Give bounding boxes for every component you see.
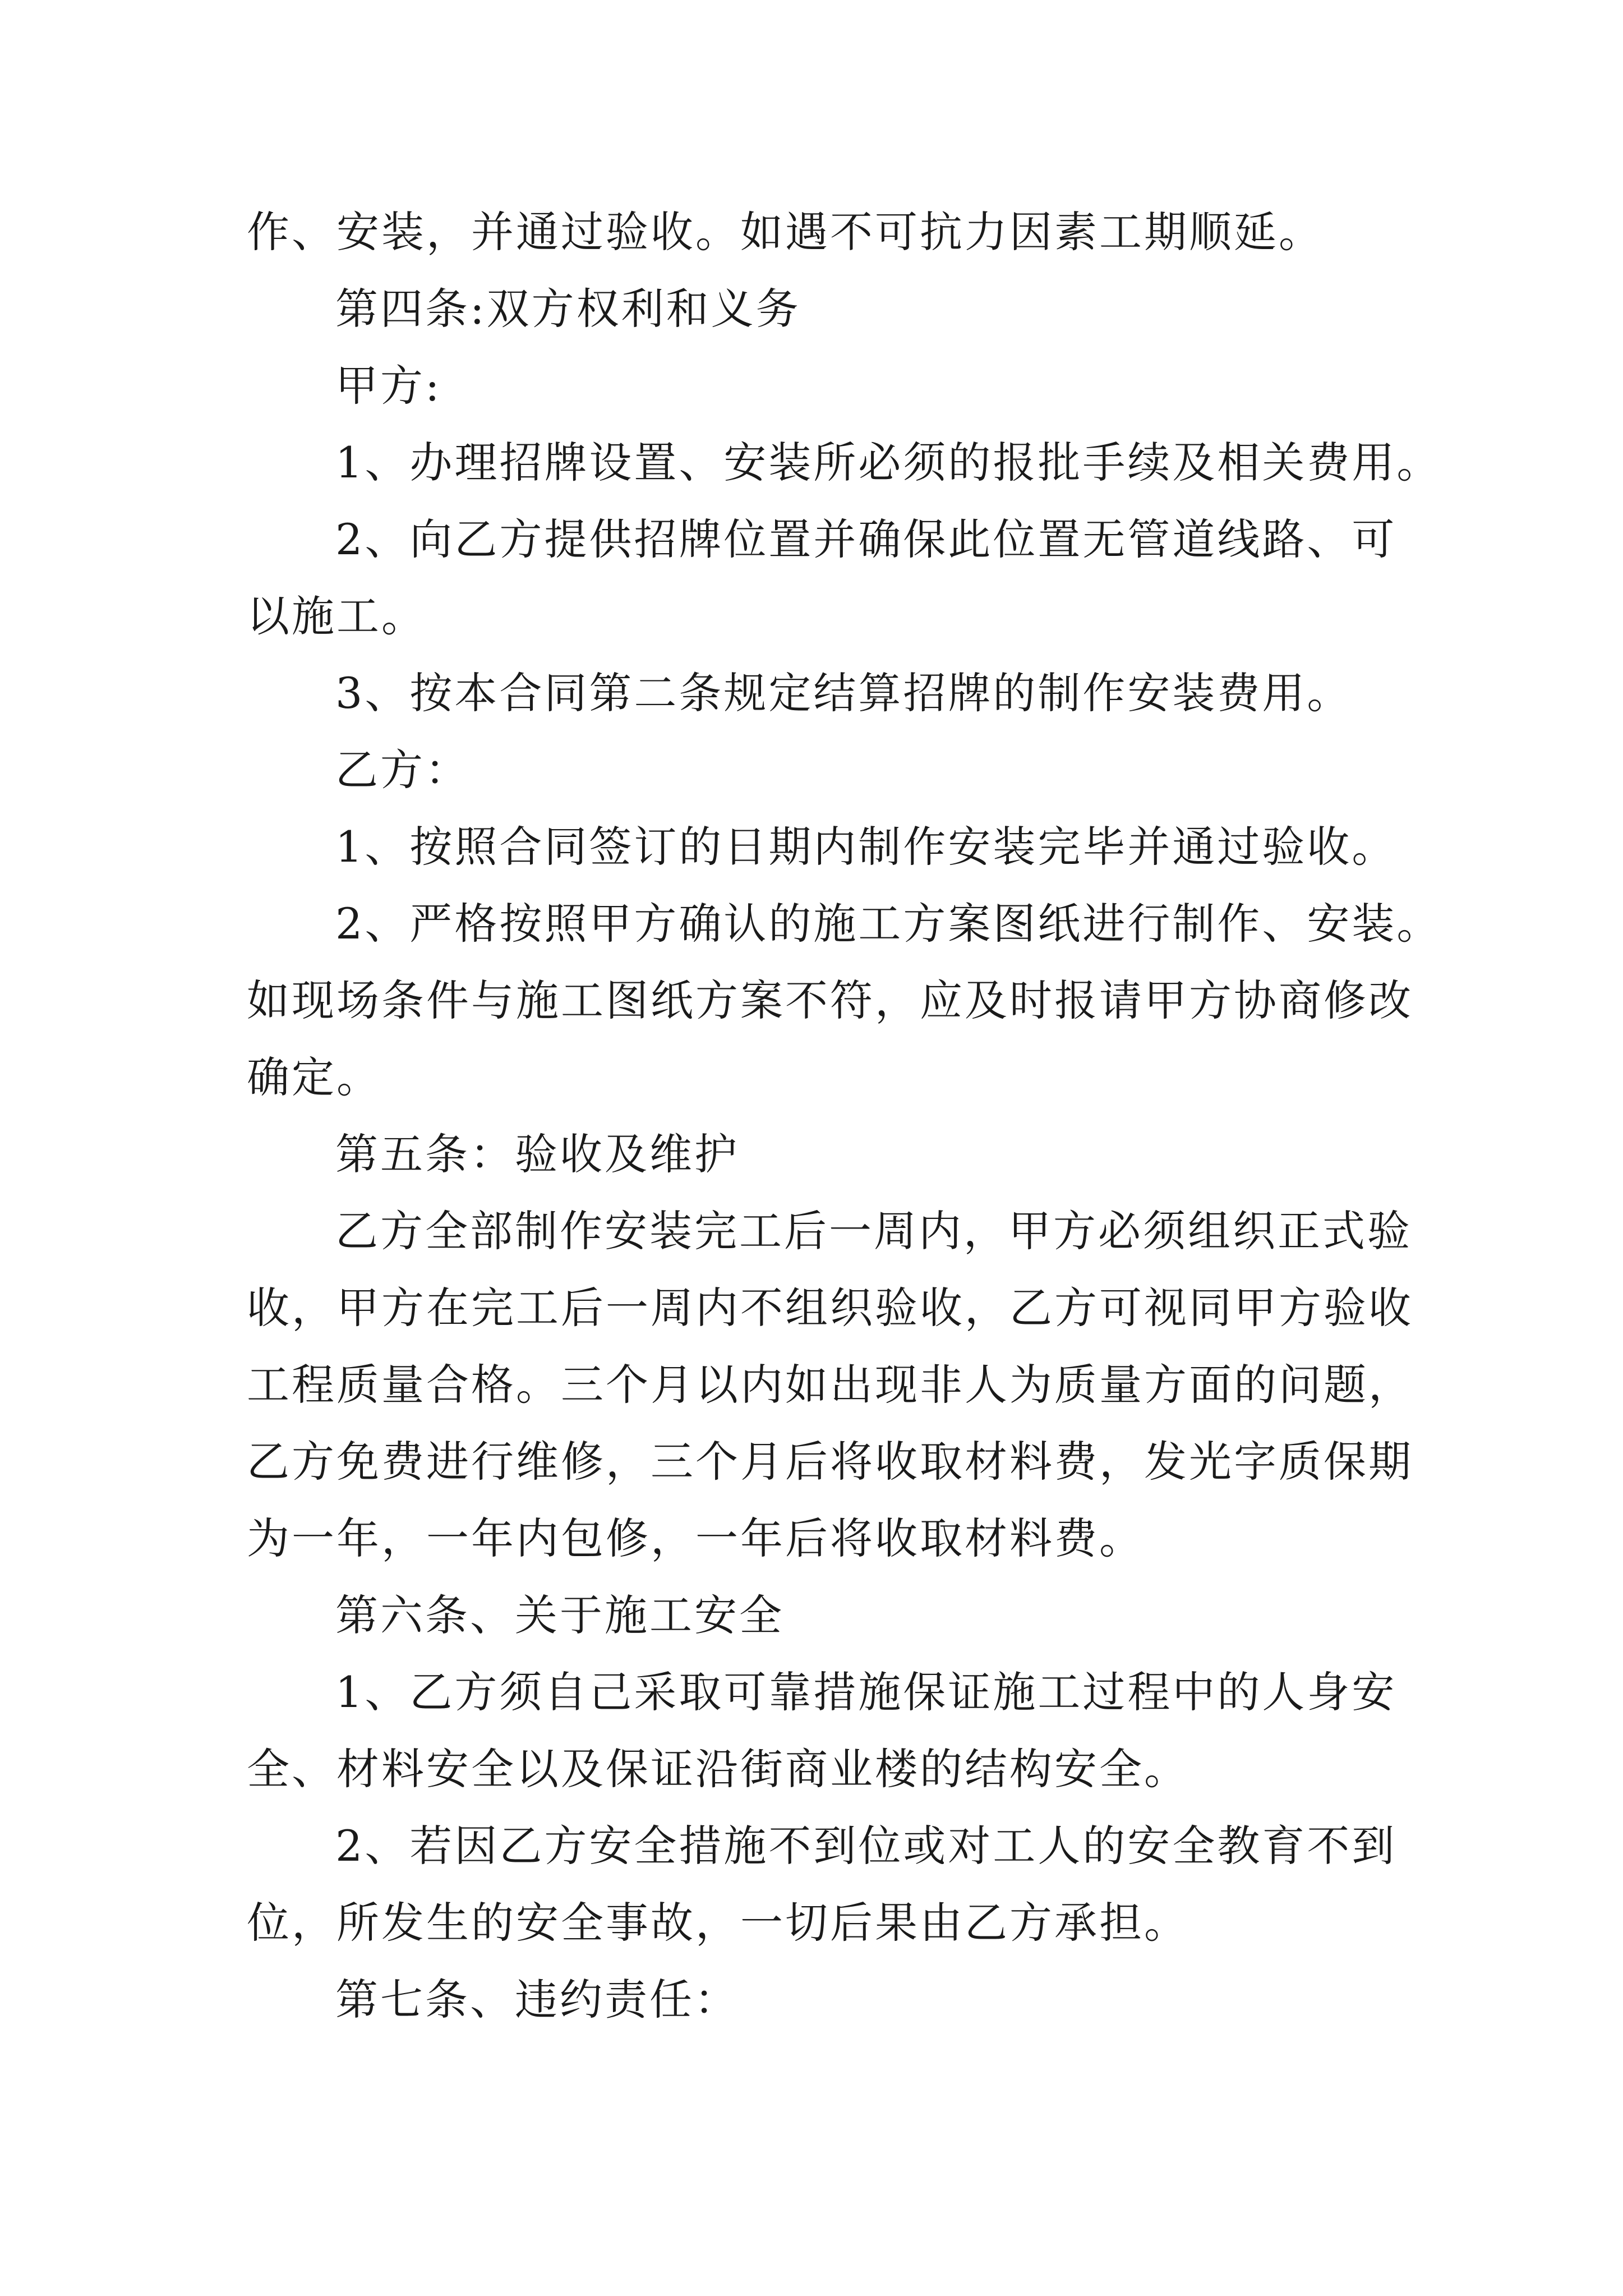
- document-line: 以施工。: [247, 591, 426, 641]
- document-line: 3、按本合同第二条规定结算招牌的制作安装费用。: [335, 668, 1352, 718]
- document-line: 作、安装，并通过验收。如遇不可抗力因素工期顺延。: [247, 207, 1324, 257]
- document-line: 位，所发生的安全事故，一切后果由乙方承担。: [247, 1898, 1189, 1948]
- document-line: 1、乙方须自己采取可靠措施保证施工过程中的人身安: [335, 1667, 1397, 1717]
- document-line: 如现场条件与施工图纸方案不符，应及时报请甲方协商修改: [247, 976, 1413, 1025]
- document-line: 乙方免费进行维修，三个月后将收取材料费，发光字质保期: [247, 1437, 1413, 1487]
- document-line: 1、办理招牌设置、安装所必须的报批手续及相关费用。: [335, 438, 1442, 487]
- document-line: 甲方:: [335, 361, 442, 411]
- document-line: 1、按照合同签订的日期内制作安装完毕并通过验收。: [335, 822, 1397, 872]
- document-line: 收，甲方在完工后一周内不组织验收，乙方可视同甲方验收: [247, 1283, 1413, 1333]
- document-line: 工程质量合格。三个月以内如出现非人为质量方面的问题，: [247, 1360, 1413, 1410]
- document-line: 第五条：验收及维护: [335, 1129, 739, 1179]
- document-line: 确定。: [247, 1052, 381, 1102]
- document-line: 2、向乙方提供招牌位置并确保此位置无管道线路、可: [335, 514, 1397, 564]
- document-line: 2、若因乙方安全措施不到位或对工人的安全教育不到: [335, 1821, 1397, 1871]
- document-line: 乙方：: [335, 745, 470, 795]
- document-line: 乙方全部制作安装完工后一周内，甲方必须组织正式验: [335, 1206, 1412, 1256]
- document-line: 为一年，一年内包修，一年后将收取材料费。: [247, 1513, 1144, 1563]
- document-line: 第四条:双方权利和义务: [335, 284, 801, 334]
- document-body: [247, 194, 1442, 2038]
- document-line: 第六条、关于施工安全: [335, 1590, 784, 1640]
- document-line: 第七条、违约责任：: [335, 1975, 739, 2024]
- document-line: 2、严格按照甲方确认的施工方案图纸进行制作、安装。: [335, 899, 1442, 949]
- document-line: 全、材料安全以及保证沿街商业楼的结构安全。: [247, 1744, 1189, 1794]
